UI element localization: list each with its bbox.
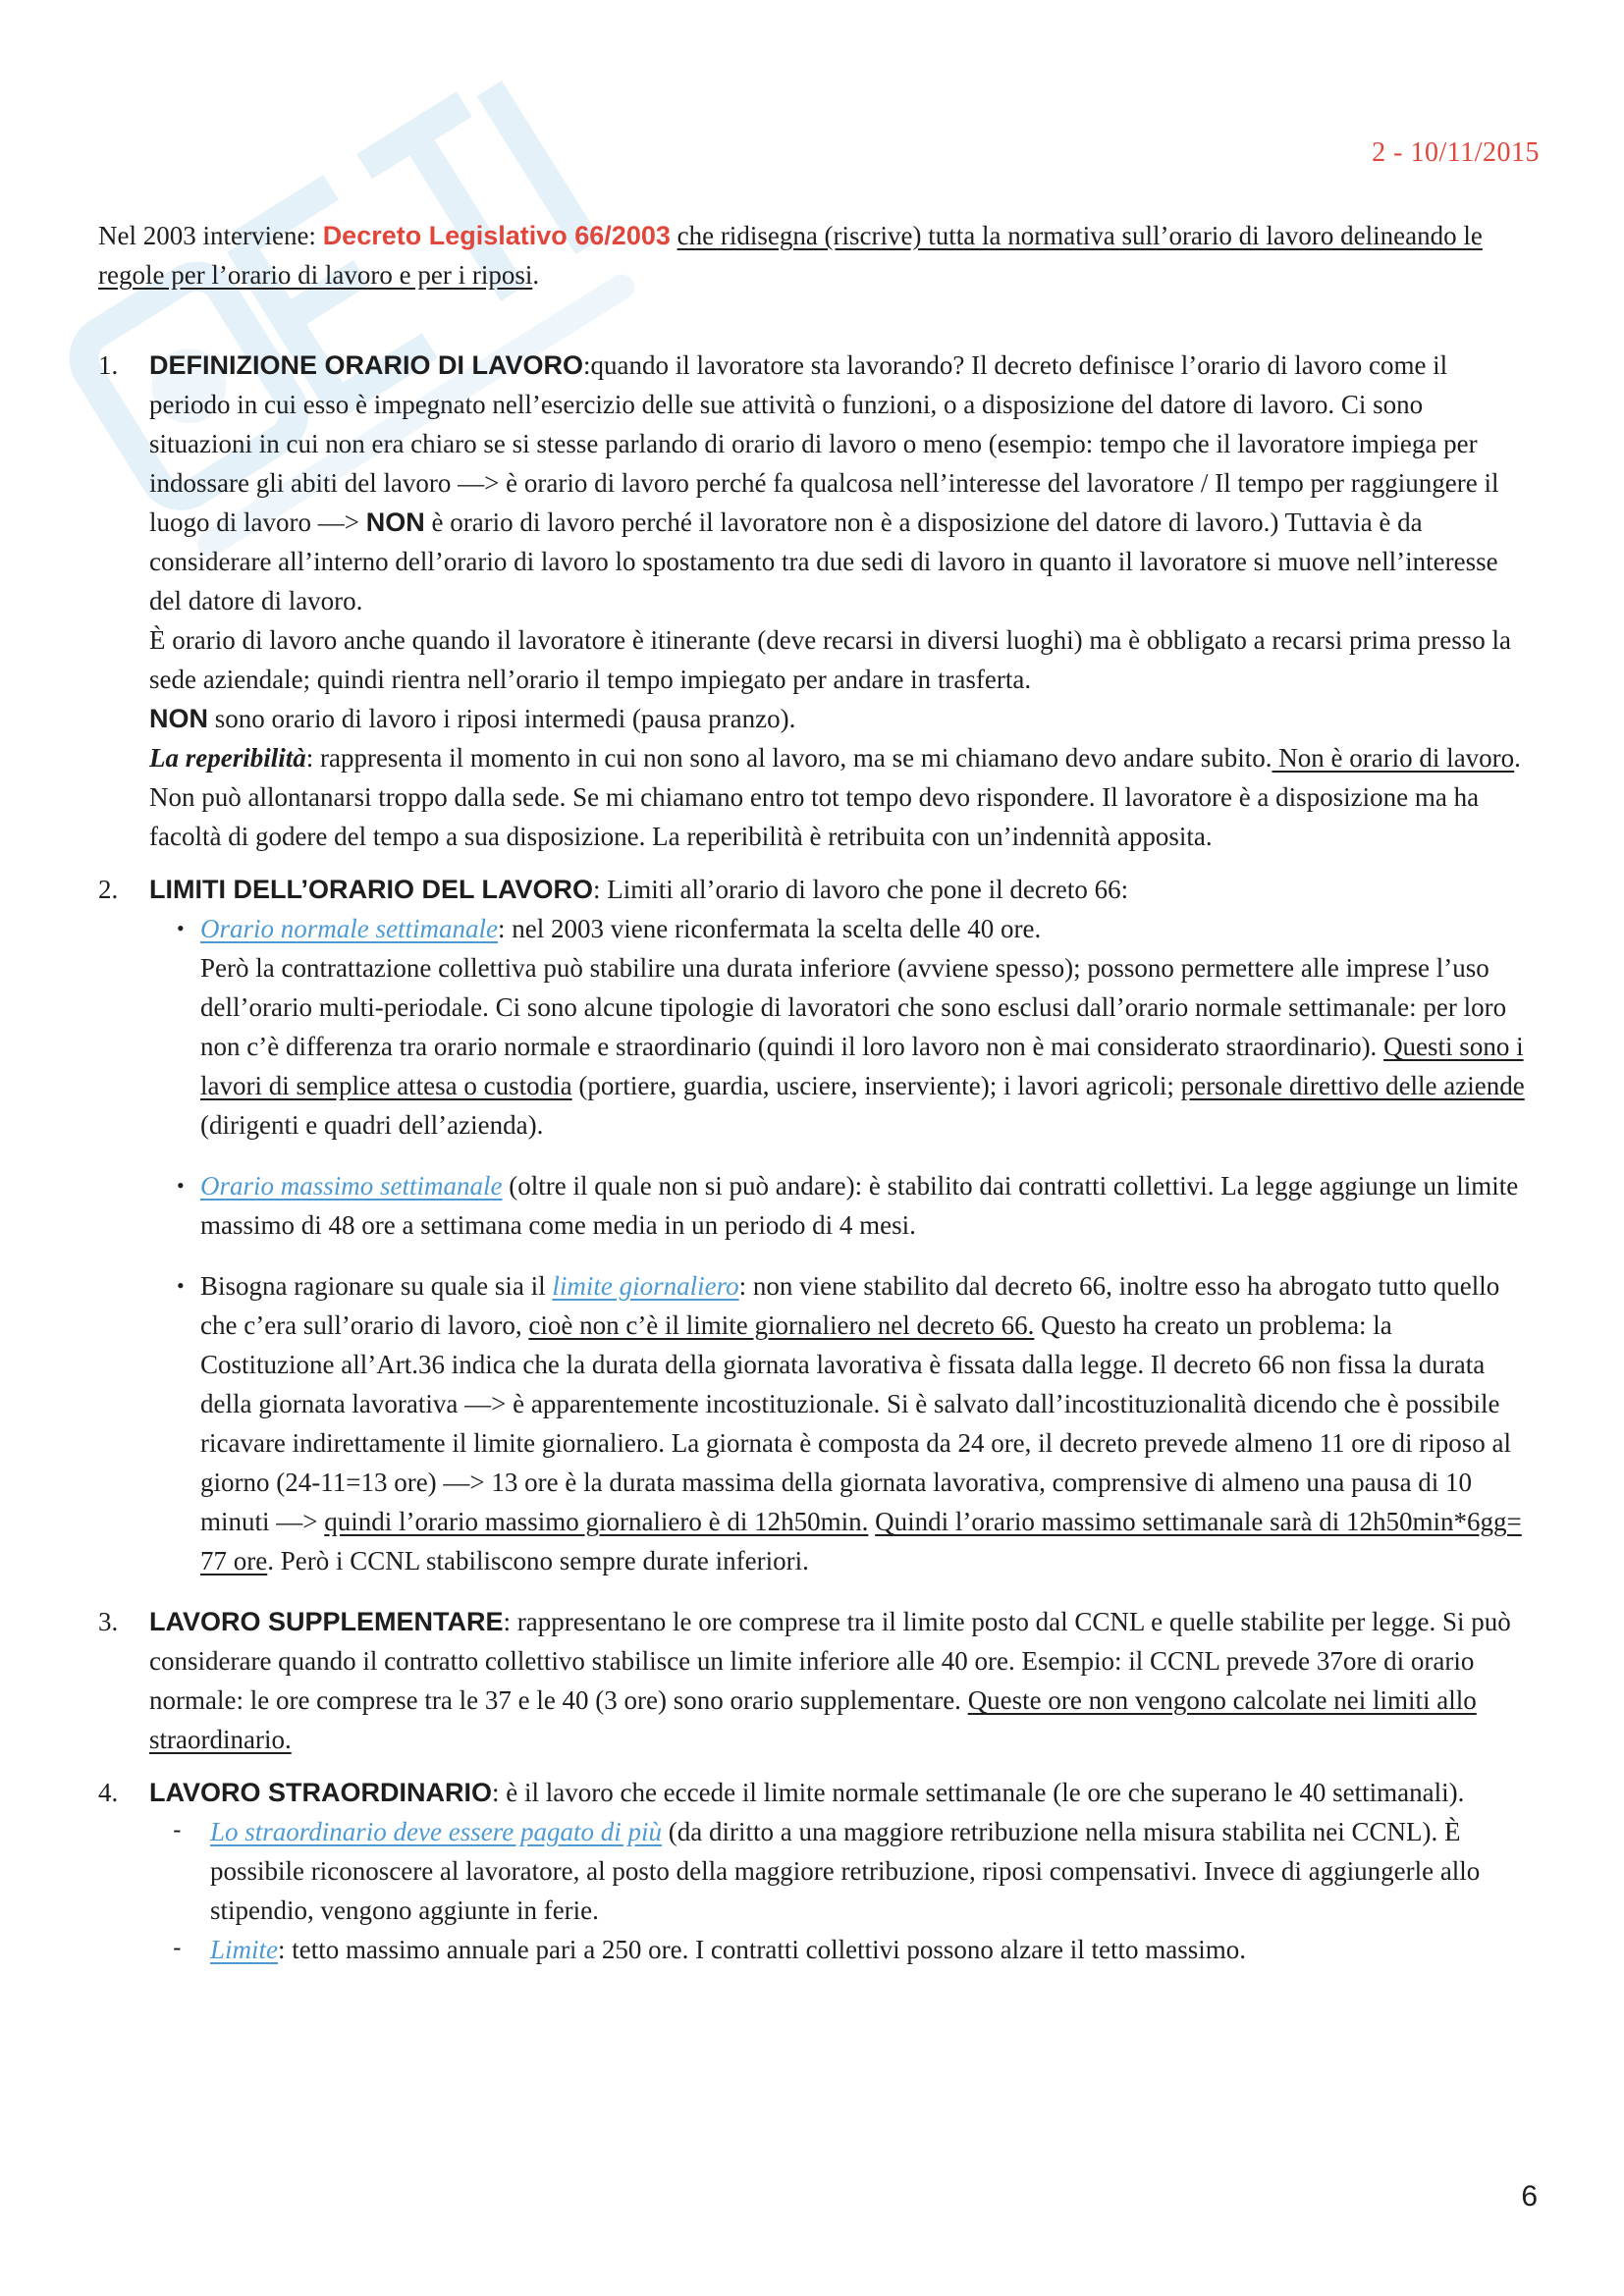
section-number: 2.: [98, 875, 119, 904]
section-3-heading: LAVORO SUPPLEMENTARE: [149, 1607, 504, 1636]
underlined-text: cioè non c’è il limite giornaliero nel decreto 66.: [528, 1310, 1035, 1340]
section-1-heading: DEFINIZIONE ORARIO DI LAVORO: [149, 350, 584, 380]
section-4: [98, 1773, 1527, 1969]
link-orario-massimo[interactable]: Orario massimo settimanale: [200, 1171, 503, 1201]
decree-title: Decreto Legislativo 66/2003: [322, 221, 671, 250]
dash-item-pay: [149, 1812, 1527, 1930]
section-1-breaks: [149, 699, 1527, 738]
link-straordinario[interactable]: Lo straordinario deve essere pagato di più: [210, 1817, 662, 1846]
section-3-text: : rappresentano le ore comprese tra il limite posto dal CCNL e quelle stabilite per legge. Si può considerare quando il contratto collettivo stabilisce un limite inferiore alle 40 ore. Esempio: il CCNL prevede 37ore di orario normale: le ore comprese tra le 37 e le 40 (3 ore) sono orario supplementare.: [149, 1607, 1511, 1715]
non-emphasis: NON: [365, 507, 425, 537]
dash-text: (da diritto a una maggiore retribuzione nella misura stabilita nei CCNL). È possibile riconoscere al lavoratore, al posto della maggiore retribuzione, riposi compensativi. Invece di aggiungerle allo stipendio, vengono aggiunte in ferie.: [210, 1817, 1481, 1925]
underlined-text: Queste ore non vengono calcolate nei limiti allo straordinario.: [149, 1685, 1477, 1754]
availability-text: : rappresenta il momento in cui non sono al lavoro, ma se mi chiamano devo andare subito.: [305, 743, 1272, 773]
section-2: [98, 870, 1527, 1580]
underlined-text: Quindi l’orario massimo settimanale sarà di 12h50min*6gg= 77 ore: [200, 1507, 1522, 1575]
dash-text: : tetto massimo annuale pari a 250 ore. I contratti collettivi possono alzare il tetto massimo.: [278, 1935, 1247, 1964]
section-1-paragraph: [149, 346, 1527, 620]
intro-end: .: [532, 260, 540, 290]
section-1-text-b: è orario di lavoro perché il lavoratore non è a disposizione del datore di lavoro.) Tuttavia è da considerare all’interno dell’orario di lavoro lo spostamento tra due sedi di lavoro in quanto il lavoratore si muove nell’interesse del datore di lavoro.: [149, 507, 1498, 615]
underlined-text: personale direttivo delle aziende: [1180, 1071, 1525, 1100]
section-1-itinerant: È orario di lavoro anche quando il lavoratore è itinerante (deve recarsi in diversi luoghi) ma è obbligato a recarsi prima presso la sede aziendale; quindi rientra nell’orario il tempo impiegato per andare in trasferta.: [149, 625, 1511, 694]
dash-icon: -: [173, 1816, 182, 1843]
availability-label: La reperibilità: [149, 743, 306, 773]
underlined-text: quindi l’orario massimo giornaliero è di 12h50min.: [324, 1507, 869, 1536]
section-1-text-a: :quando il lavoratore sta lavorando? Il decreto definisce l’orario di lavoro come il periodo in cui esso è impegnato nell’esercizio delle sue attività o funzioni, o a disposizione del datore di lavoro. Ci sono situazioni in cui non era chiaro se si stesse parlando di orario di lavoro o meno (esempio: tempo che il lavoratore impiega per indossare gli abiti del lavoro —> è orario di lavoro perché fa qualcosa nell’interesse del lavoratore / Il tempo per raggiungere il luogo di lavoro —>: [149, 350, 1499, 537]
document-body: [98, 216, 1527, 1983]
bullet-text: : non viene stabilito dal decreto 66, inoltre esso ha abrogato tutto quello che c’era sull’orario di lavoro,: [200, 1271, 1500, 1340]
section-4-paragraph: [149, 1773, 1527, 1812]
link-limite-giornaliero[interactable]: limite giornaliero: [552, 1271, 739, 1301]
page-number: 6: [1521, 2180, 1538, 2213]
dash-item-limit: [149, 1930, 1527, 1969]
link-orario-normale[interactable]: Orario normale settimanale: [200, 914, 498, 943]
bullet-text: Questo ha creato un problema: la Costituzione all’Art.36 indica che la durata della giornata lavorativa è fissata dalla legge. Il decreto 66 non fissa la durata della giornata lavorativa —> è apparentemente incostituzionale. Si è salvato dall’incostituzionalità dicendo che è possibile ricavare indirettamente il limite giornaliero. La giornata è composta da 24 ore, il decreto prevede almeno 11 ore di riposo al giorno (24-11=13 ore) —> 13 ore è la durata massima della giornata lavorativa, comprensive di almeno una pausa di 10 minuti —>: [200, 1310, 1511, 1536]
section-4-heading: LAVORO STRAORDINARIO: [149, 1778, 492, 1807]
underlined-text: Questi sono i lavori di semplice attesa o custodia: [200, 1032, 1524, 1100]
intro-underlined: che ridisegna (riscrive) tutta la normativa sull’orario di lavoro delineando le regole per l’orario di lavoro e per i riposi: [98, 221, 1483, 290]
section-1: [98, 346, 1527, 856]
section-number: 4.: [98, 1778, 119, 1807]
bullet-weekly-normal: [149, 909, 1527, 1145]
bullet-weekly-max: [149, 1166, 1527, 1245]
section-number: 1.: [98, 350, 119, 380]
bullet-dot-icon: •: [177, 1273, 185, 1298]
bullet-text: Però la contrattazione collettiva può stabilire una durata inferiore (avviene spesso); possono permettere alle imprese l’uso dell’orario multi-periodale. Ci sono alcune tipologie di lavoratori che sono esclusi dall’orario normale settimanale: per loro non c’è differenza tra orario normale e straordinario (quindi il loro lavoro non è mai considerato straordinario).: [200, 953, 1507, 1061]
bullet-dot-icon: •: [177, 1173, 185, 1198]
section-1-availability: [149, 738, 1527, 856]
bullet-text: . Però i CCNL stabiliscono sempre durate inferiori.: [267, 1546, 809, 1575]
page-date: 2 - 10/11/2015: [1372, 137, 1540, 168]
section-number: 3.: [98, 1607, 119, 1636]
section-4-text: : è il lavoro che eccede il limite normale settimanale (le ore che superano le 40 settimanali).: [492, 1778, 1465, 1807]
intro-prefix: Nel 2003 interviene:: [98, 221, 323, 250]
link-limite[interactable]: Limite: [210, 1935, 279, 1964]
intro-paragraph: [98, 216, 1527, 294]
bullet-text: Bisogna ragionare su quale sia il: [200, 1271, 553, 1301]
bullet-text: (dirigenti e quadri dell’azienda).: [200, 1110, 544, 1140]
availability-tail: . Non può allontanarsi troppo dalla sede. Se mi chiamano entro tot tempo devo rispondere. Il lavoratore è a disposizione ma ha facoltà di godere del tempo a sua disposizione. La reperibilità è retribuita con un’indennità apposita.: [149, 743, 1521, 851]
bullet-daily-limit: [149, 1266, 1527, 1580]
bullet-dot-icon: •: [177, 916, 185, 940]
section-2-paragraph: [149, 870, 1527, 909]
section-2-text: : Limiti all’orario di lavoro che pone il decreto 66:: [593, 875, 1129, 904]
bullet-text: (portiere, guardia, usciere, inserviente); i lavori agricoli;: [571, 1071, 1181, 1100]
section-3: [98, 1602, 1527, 1759]
non-emphasis: NON: [149, 704, 208, 733]
dash-icon: -: [173, 1934, 182, 1961]
bullet-text: (oltre il quale non si può andare): è stabilito dai contratti collettivi. La legge aggiunge un limite massimo di 48 ore a settimana come media in un periodo di 4 mesi.: [200, 1171, 1519, 1240]
section-3-paragraph: [149, 1602, 1527, 1759]
bullet-text: : nel 2003 viene riconfermata la scelta delle 40 ore.: [498, 914, 1042, 943]
section-2-bullets: [149, 909, 1527, 1580]
section-2-heading: LIMITI DELL’ORARIO DEL LAVORO: [149, 875, 593, 904]
availability-underlined: Non è orario di lavoro: [1272, 743, 1515, 773]
numbered-sections: [98, 346, 1527, 1969]
section-4-dash-list: [149, 1812, 1527, 1969]
section-1-breaks-text: sono orario di lavoro i riposi intermedi (pausa pranzo).: [208, 704, 796, 733]
